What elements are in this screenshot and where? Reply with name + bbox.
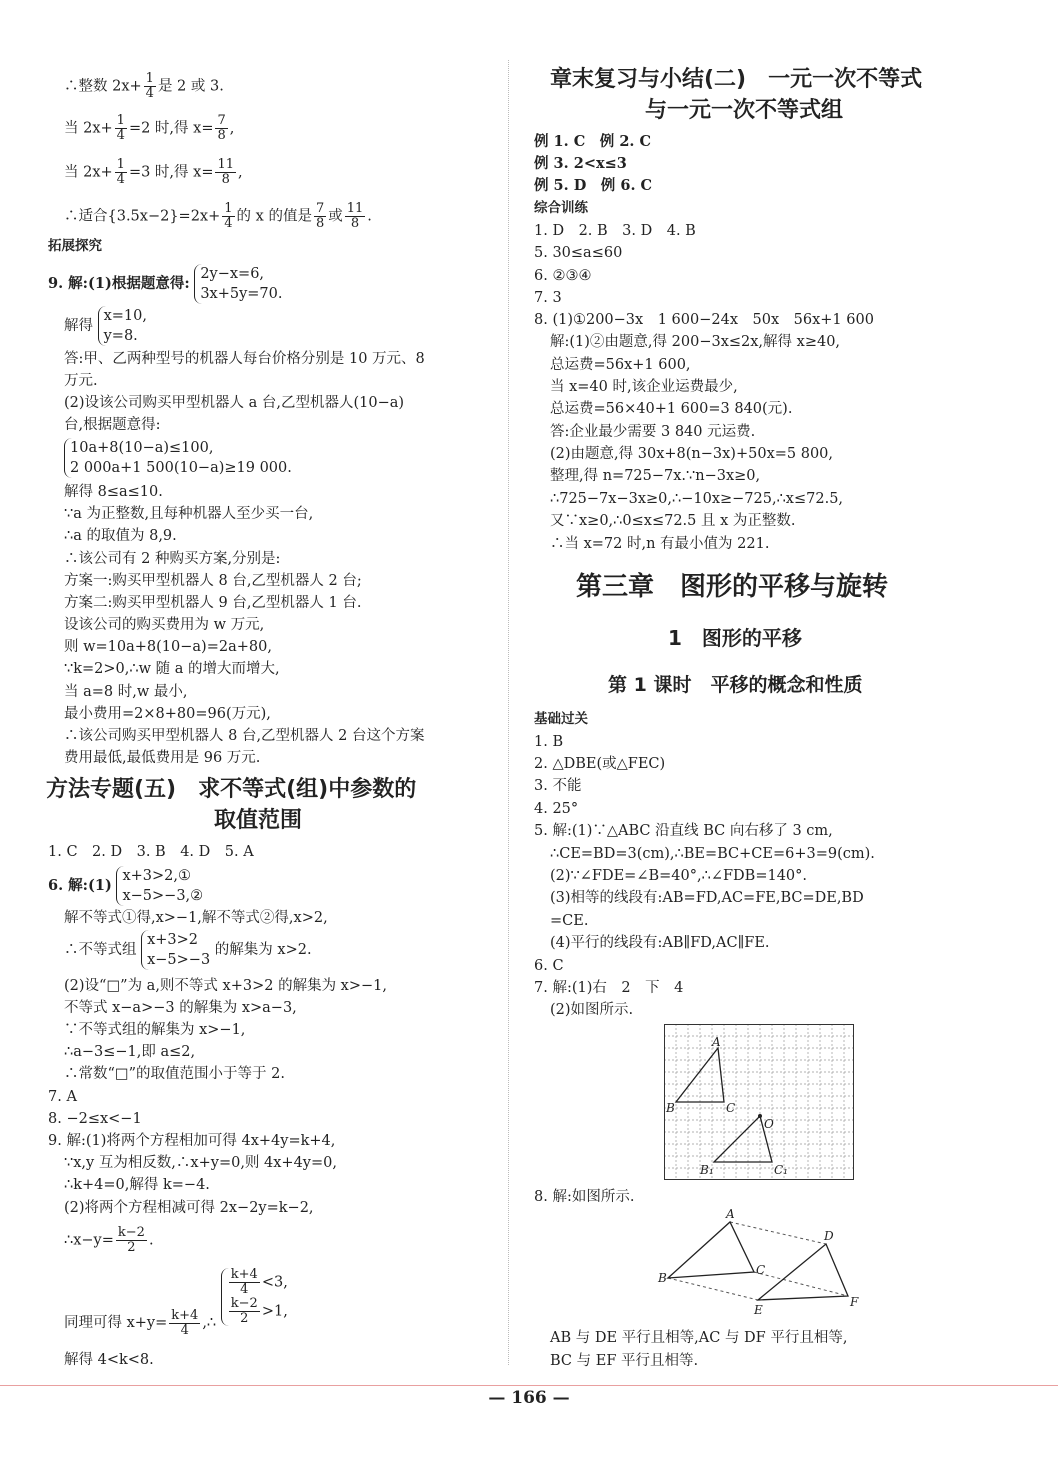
text-line: 8. 解:如图所示. xyxy=(534,1189,635,1205)
text-line: AB 与 DE 平行且相等,AC 与 DF 平行且相等, xyxy=(550,1330,848,1346)
text-line: (4)平行的线段有:AB∥FD,AC∥FE. xyxy=(550,935,770,951)
text-line: ∵x,y 互为相反数,∴x+y=0,则 4x+4y=0, xyxy=(64,1155,337,1171)
text-line: 费用最低,最低费用是 96 万元. xyxy=(64,750,261,766)
answer-line: 7. 3 xyxy=(534,290,562,306)
text-line: (3)相等的线段有:AB=FD,AC=FE,BC=DE,BD xyxy=(550,890,864,906)
chapter-title: 第三章 图形的平移与旋转 xyxy=(576,572,889,602)
answer-line: 1. B xyxy=(534,734,564,750)
text-line: 答:企业最少需要 3 840 元运费. xyxy=(550,424,756,440)
vertex-label: E xyxy=(754,1303,763,1317)
text-line: 又∵x≥0,∴0≤x≤72.5 且 x 为正整数. xyxy=(550,513,796,529)
answer-line: 6. C xyxy=(534,958,564,974)
text-line: 不等式 x−a>−3 的解集为 x>a−3, xyxy=(64,1000,297,1016)
grid-figure xyxy=(664,1024,854,1180)
answer-line: 例 5. D 例 6. C xyxy=(534,177,653,194)
text-line: 台,根据题意得: xyxy=(64,417,161,433)
text-line: (2)如图所示. xyxy=(550,1002,634,1018)
text-line: ∴a−3≤−1,即 a≤2, xyxy=(64,1044,196,1060)
vertex-label: B₁ xyxy=(700,1163,714,1177)
answer-line: 6. ②③④ xyxy=(534,268,592,284)
text-line: 总运费=56×40+1 600=3 840(元). xyxy=(550,401,793,417)
text-line: 解得 x=10, y=8. xyxy=(64,308,147,344)
text-line: 10a+8(10−a)≤100, 2 000a+1 500(10−a)≥19 000. xyxy=(64,438,292,478)
text-line: 解得 8≤a≤10. xyxy=(64,484,163,500)
answer-line: 8. −2≤x<−1 xyxy=(48,1111,142,1127)
text-line: (2)由题意,得 30x+8(n−3x)+50x=5 800, xyxy=(550,446,834,462)
text-line: ∴k+4=0,解得 k=−4. xyxy=(64,1177,210,1193)
text-line: ∵不等式组的解集为 x>−1, xyxy=(64,1022,246,1038)
footer-rule xyxy=(0,1385,1058,1386)
text-line: ∴CE=BD=3(cm),∴BE=BC+CE=6+3=9(cm). xyxy=(550,846,875,862)
text-line: ∴x−y= $\frac{k-2}{2}$ . xyxy=(64,1225,154,1255)
section-title: 取值范围 xyxy=(214,808,303,833)
vertex-label: F xyxy=(850,1295,859,1309)
text-line: (2)将两个方程相减可得 2x−2y=k−2, xyxy=(64,1200,314,1216)
text-line: 9. 解:(1)将两个方程相加可得 4x+4y=k+4, xyxy=(48,1133,336,1149)
text-line: ∴适合{3.5x−2}=2x+ $\frac{1}{4}$ 的 x 的值是 $\frac{7}{8}$ 或 $\frac{11}{8}$ . xyxy=(64,201,372,231)
answer-line: 例 1. C 例 2. C xyxy=(534,133,652,150)
text-line: ∵k=2>0,∴w 随 a 的增大而增大, xyxy=(64,661,280,677)
text-line: 同理可得 x+y= $\frac{k+4}{4}$ ,∴ $\frac{k+4}{4}$ <3, $\frac{k-2}{2}$ >1, xyxy=(64,1267,288,1338)
text-line: ∴当 x=72 时,n 有最小值为 221. xyxy=(550,536,770,552)
section-title: 方法专题(五) 求不等式(组)中参数的 xyxy=(46,777,417,802)
answer-line: 例 3. 2<x≤3 xyxy=(534,155,627,172)
answer-line: 1. D 2. B 3. D 4. B xyxy=(534,223,696,239)
text-line: 解不等式①得,x>−1,解不等式②得,x>2, xyxy=(64,910,328,926)
answer-line: 8. (1)①200−3x 1 600−24x 50x 56x+1 600 xyxy=(534,312,874,328)
vertex-label: A xyxy=(712,1035,721,1049)
text-line: ∴a 的取值为 8,9. xyxy=(64,528,177,544)
text-line: 总运费=56x+1 600, xyxy=(550,357,691,373)
text-line: 方案二:购买甲型机器人 9 台,乙型机器人 1 台. xyxy=(64,595,362,611)
answer-line: 5. 30≤a≤60 xyxy=(534,245,623,261)
text-line: ∴整数 2x+ $\frac{1}{4}$ 是 2 或 3. xyxy=(64,71,224,101)
section-title: 章末复习与小结(二) 一元一次不等式 xyxy=(550,67,923,92)
vertex-label: B xyxy=(658,1271,667,1285)
text-line: 当 a=8 时,w 最小, xyxy=(64,684,188,700)
text-line: =CE. xyxy=(550,913,589,929)
text-line: 最小费用=2×8+80=96(万元), xyxy=(64,706,271,722)
text-line: ∴不等式组 x+3>2 x−5>−3 的解集为 x>2. xyxy=(64,932,312,968)
text-line: ∴该公司有 2 种购买方案,分别是: xyxy=(64,551,281,567)
text-line: 设该公司的购买费用为 w 万元, xyxy=(64,617,265,633)
section-label: 基础过关 xyxy=(534,711,588,727)
answer-line: 3. 不能 xyxy=(534,778,582,794)
text-line: 解:(1)②由题意,得 200−3x≤2x,解得 x≥40, xyxy=(550,334,841,350)
vertex-label: A xyxy=(726,1208,735,1221)
text-line: ∴常数“□”的取值范围小于等于 2. xyxy=(64,1066,285,1082)
vertex-label: C₁ xyxy=(774,1163,788,1177)
text-line: ∴725−7x−3x≥0,∴−10x≥−725,∴x≤72.5, xyxy=(550,491,844,507)
section-label: 拓展探究 xyxy=(48,238,102,254)
text-line: (2)设“□”为 a,则不等式 x+3>2 的解集为 x>−1, xyxy=(64,978,387,994)
answer-line: 4. 25° xyxy=(534,801,579,817)
vertex-label: C xyxy=(726,1101,736,1115)
translation-figure xyxy=(656,1208,896,1318)
text-line: 万元. xyxy=(64,373,98,389)
text-line: 5. 解:(1)∵△ABC 沿直线 BC 向右移了 3 cm, xyxy=(534,823,833,839)
text-line: ∴该公司购买甲型机器人 8 台,乙型机器人 2 台这个方案 xyxy=(64,728,425,744)
text-line: (2)∵∠FDE=∠B=40°,∴∠FDB=140°. xyxy=(550,868,807,884)
text-line: 则 w=10a+8(10−a)=2a+80, xyxy=(64,639,272,655)
text-line: ∵a 为正整数,且每种机器人至少买一台, xyxy=(64,506,314,522)
vertex-label: B xyxy=(666,1101,675,1115)
section-title: 与一元一次不等式组 xyxy=(645,98,844,123)
text-line: 9. 解:(1)根据题意得: 2y−x=6, 3x+5y=70. xyxy=(48,266,283,302)
text-line: (2)设该公司购买甲型机器人 a 台,乙型机器人(10−a) xyxy=(64,395,405,411)
text-line: 当 2x+ $\frac{1}{4}$ =2 时,得 x= $\frac{7}{8}$ , xyxy=(64,113,235,143)
page-number: — 166 — xyxy=(488,1388,570,1408)
text-line: 解得 4<k<8. xyxy=(64,1352,154,1368)
text-line: 6. 解:(1) x+3>2,① x−5>−3,② xyxy=(48,868,204,904)
vertex-label: O xyxy=(764,1117,774,1131)
text-line: 7. 解:(1)右 2 下 4 xyxy=(534,980,684,996)
vertex-label: C xyxy=(756,1263,766,1277)
answer-line: 2. △DBE(或△FEC) xyxy=(534,756,666,772)
text-line: 当 2x+ $\frac{1}{4}$ =3 时,得 x= $\frac{11}{8}$ , xyxy=(64,157,243,187)
lesson-heading: 第 1 课时 平移的概念和性质 xyxy=(608,674,863,696)
text-line: BC 与 EF 平行且相等. xyxy=(550,1353,699,1369)
answer-line: 1. C 2. D 3. B 4. D 5. A xyxy=(48,844,254,860)
section-heading: 1 图形的平移 xyxy=(668,626,802,650)
text-line: 当 x=40 时,该企业运费最少, xyxy=(550,379,738,395)
answer-line: 7. A xyxy=(48,1089,77,1105)
text-line: 方案一:购买甲型机器人 8 台,乙型机器人 2 台; xyxy=(64,573,362,589)
vertex-label: D xyxy=(824,1229,834,1243)
section-label: 综合训练 xyxy=(534,200,588,216)
column-divider xyxy=(508,60,509,1365)
text-line: 答:甲、乙两种型号的机器人每台价格分别是 10 万元、8 xyxy=(64,351,425,367)
text-line: 整理,得 n=725−7x.∵n−3x≥0, xyxy=(550,468,761,484)
